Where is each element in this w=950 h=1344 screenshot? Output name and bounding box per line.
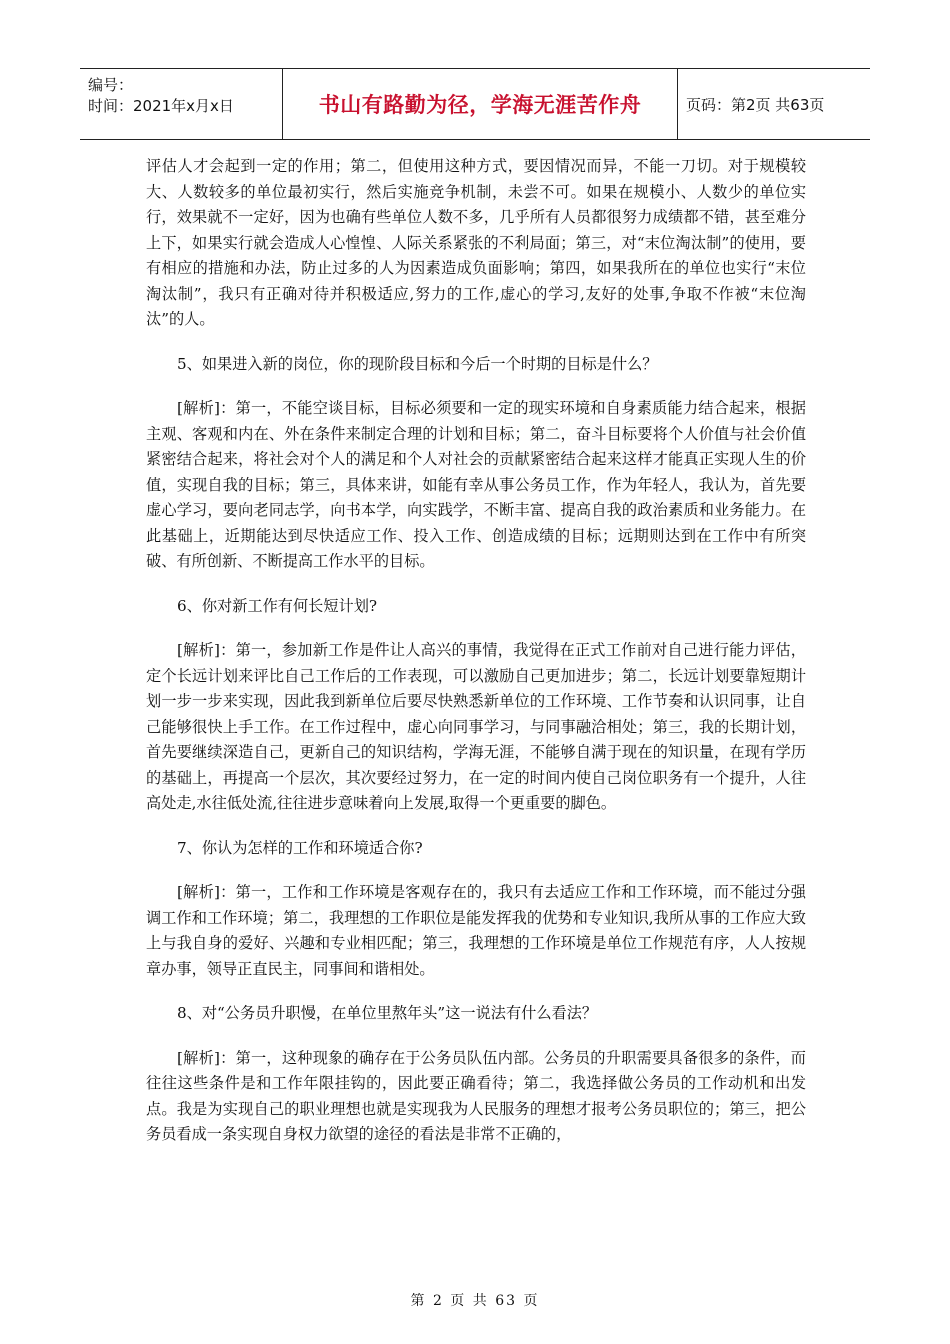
paragraph-continuation: 评估人才会起到一定的作用；第二，但使用这种方式，要因情况而异，不能一刀切。对于规模较大、人数较多的单位最初实行，然后实施竞争机制，未尝不可。如果在规模小、人数少的单位实行，效果就不一定好，因为也确有些单位人数不多，几乎所有人员都很努力成绩都不错，甚至难分上下，如果实行就会造成人心惶惶、人际关系紧张的不利局面；第三，对“末位淘汰制”的使用，要有相应的措施和办法，防止过多的人为因素造成负面影响；第四，如果我所在的单位也实行“末位淘汰制”，我只有正确对待并积极适应,努力的工作,虚心的学习,友好的处事,争取不作被“末位淘汰”的人。 bbox=[146, 157, 806, 328]
document-header bbox=[80, 68, 870, 140]
answer-7: [解析]：第一，工作和工作环境是客观存在的，我只有去适应工作和工作环境，而不能过分强调工作和工作环境；第二，我理想的工作职位是能发挥我的优势和专业知识,我所从事的工作应大致上与我自身的爱好、兴趣和专业相匹配；第三，我理想的工作环境是单位工作规范有序，人人按规章办事，领导正直民主，同事间和谐相处。 bbox=[146, 883, 806, 978]
page-footer bbox=[0, 1290, 950, 1310]
page-label: 页码：第2页 共63页 bbox=[686, 95, 825, 114]
number-label: 编号： bbox=[88, 76, 134, 94]
document-body bbox=[146, 154, 806, 1167]
question-5: 5、如果进入新的岗位，你的现阶段目标和今后一个时期的目标是什么？ bbox=[177, 354, 658, 373]
question-6: 6、你对新工作有何长短计划? bbox=[177, 596, 378, 615]
date-label: 时间：2021年x月x日 bbox=[88, 97, 234, 115]
question-8: 8、对“公务员升职慢，在单位里熬年头”这一说法有什么看法？ bbox=[177, 1004, 598, 1022]
answer-8: [解析]：第一，这种现象的确存在于公务员队伍内部。公务员的升职需要具备很多的条件，而往往这些条件是和工作年限挂钩的，因此要正确看待；第二，我选择做公务员的工作动机和出发点。我是为实现自己的职业理想也就是实现我为人民服务的理想才报考公务员职位的；第三，把公务员看成一条实现自身权力欲望的途径的看法是非常不正确的， bbox=[146, 1048, 806, 1143]
answer-6: [解析]：第一，参加新工作是件让人高兴的事情，我觉得在正式工作前对自己进行能力评估，定个长远计划来评比自己工作后的工作表现，可以激励自己更加进步；第二，长远计划要靠短期计划一步一步来实现，因此我到新单位后要尽快熟悉新单位的工作环境、工作节奏和认识同事，让自己能够很快上手工作。在工作过程中，虚心向同事学习，与同事融洽相处；第三，我的长期计划，首先要继续深造自己，更新自己的知识结构，学海无涯，不能够自满于现在的知识量，在现有学历的基础上，再提高一个层次，其次要经过努力，在一定的时间内使自己岗位职务有一个提升，人往高处走,水往低处流,往往进步意味着向上发展,取得一个更重要的脚色。 bbox=[146, 641, 806, 812]
footer-page-number: 第 2 页 共 63 页 bbox=[410, 1293, 540, 1309]
header-meta-cell bbox=[80, 69, 282, 139]
header-motto-cell bbox=[282, 69, 678, 139]
answer-5: [解析]：第一，不能空谈目标，目标必须要和一定的现实环境和自身素质能力结合起来，根据主观、客观和内在、外在条件来制定合理的计划和目标；第二，奋斗目标要将个人价值与社会价值紧密结合起来，将社会对个人的满足和个人对社会的贡献紧密结合起来这样才能真正实现人生的价值，实现自我的目标；第三，具体来讲，如能有幸从事公务员工作，作为年轻人，我认为，首先要虚心学习，要向老同志学，向书本学，向实践学，不断丰富、提高自我的政治素质和业务能力。在此基础上，近期能达到尽快适应工作、投入工作、创造成绩的目标；远期则达到在工作中有所突破、有所创新、不断提高工作水平的目标。 bbox=[146, 399, 806, 570]
header-page-cell bbox=[678, 69, 870, 139]
motto-text: 书山有路勤为径，学海无涯苦作舟 bbox=[318, 93, 642, 117]
question-7: 7、你认为怎样的工作和环境适合你? bbox=[177, 838, 423, 857]
